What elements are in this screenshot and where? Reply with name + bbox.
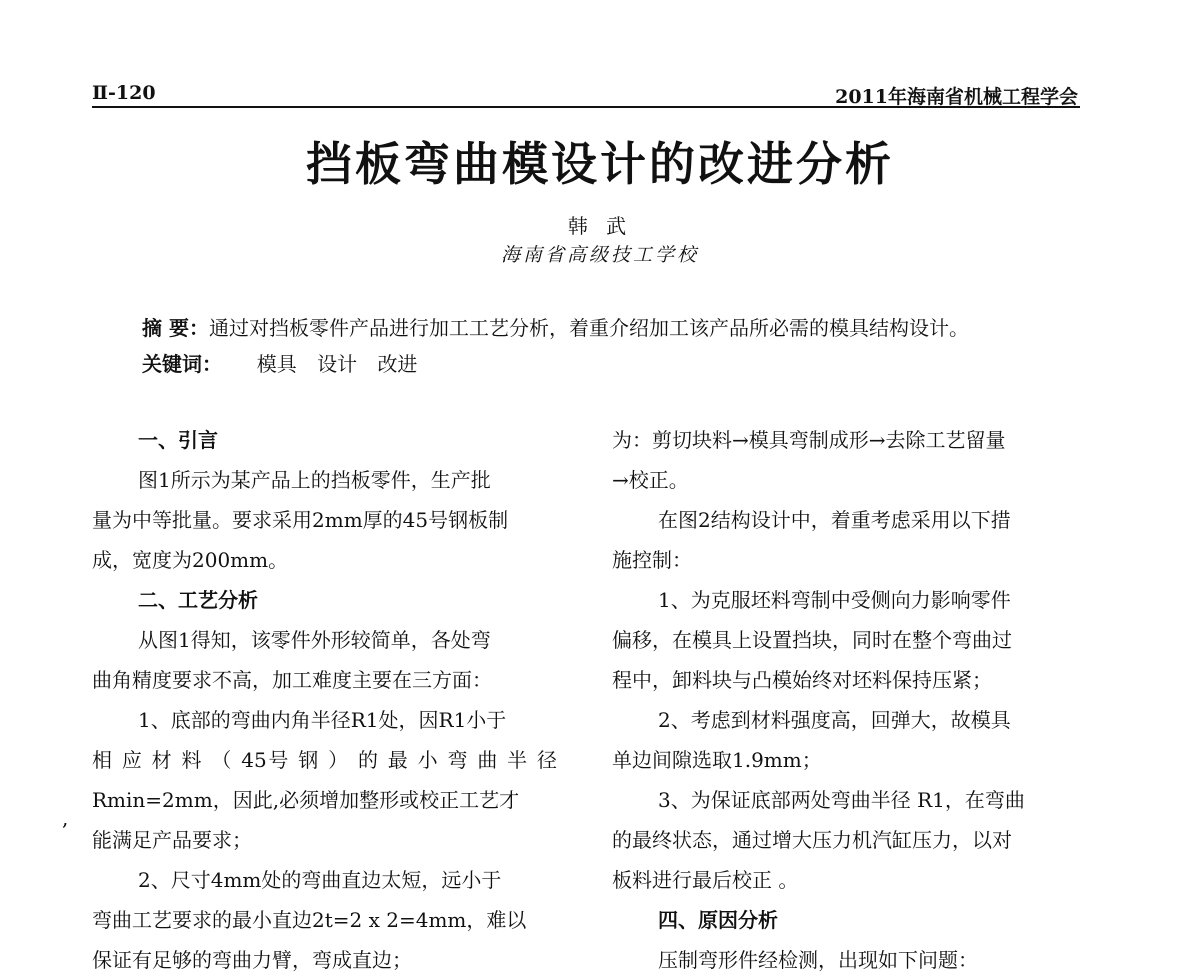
body-line: 保证有足够的弯曲力臂，弯成直边； bbox=[92, 948, 412, 972]
author-affiliation: 海南省高级技工学校 bbox=[500, 244, 699, 266]
body-line: 施控制： bbox=[612, 548, 692, 572]
body-line: Rmin=2mm，因此,必须增加整形或校正工艺才 bbox=[92, 788, 520, 812]
body-line: 单边间隙选取1.9mm； bbox=[612, 748, 822, 772]
abstract-label: 摘 要： bbox=[142, 316, 209, 340]
body-line: 曲角精度要求不高，加工难度主要在三方面： bbox=[92, 668, 492, 692]
body-line: 板料进行最后校正 。 bbox=[612, 868, 799, 892]
section-heading-cause-analysis: 四、原因分析 bbox=[658, 908, 778, 932]
body-line: →校正。 bbox=[612, 468, 689, 492]
body-line: 相 应 材 料 （ 45号 钢 ） 的 最 小 弯 曲 半 径 bbox=[92, 748, 557, 772]
right-column bbox=[612, 420, 1077, 980]
left-column bbox=[92, 420, 557, 980]
header-rule bbox=[92, 106, 1080, 108]
body-line: 能满足产品要求； bbox=[92, 828, 252, 852]
keywords bbox=[142, 348, 431, 377]
abstract-text: 通过对挡板零件产品进行加工工艺分析，着重介绍加工该产品所必需的模具结构设计。 bbox=[208, 316, 969, 340]
keyword: 模具 bbox=[256, 352, 297, 376]
stray-mark: , bbox=[62, 806, 69, 830]
body-line: 程中，卸料块与凸模始终对坯料保持压紧； bbox=[612, 668, 992, 692]
paper-title: 挡板弯曲模设计的改进分析 bbox=[306, 137, 894, 191]
keyword: 设计 bbox=[317, 352, 358, 376]
body-line: 图1所示为某产品上的挡板零件，生产批 bbox=[138, 468, 491, 492]
keyword: 改进 bbox=[377, 352, 418, 376]
abstract bbox=[142, 312, 969, 341]
body-line: 偏移，在模具上设置挡块，同时在整个弯曲过 bbox=[612, 628, 1012, 652]
body-line: 1、为克服坯料弯制中受侧向力影响零件 bbox=[658, 588, 1011, 612]
body-line: 量为中等批量。要求采用2mm厚的45号钢板制 bbox=[92, 508, 509, 532]
page-number: Ⅱ-120 bbox=[92, 82, 156, 104]
keywords-label: 关键词： bbox=[142, 352, 222, 376]
body-line: 在图2结构设计中，着重考虑采用以下措 bbox=[658, 508, 1011, 532]
body-line: 弯曲工艺要求的最小直边2t=2 x 2=4mm，难以 bbox=[92, 908, 527, 932]
section-heading-introduction: 一、引言 bbox=[138, 428, 218, 452]
journal-source: 2011年海南省机械工程学会 bbox=[835, 86, 1078, 108]
body-line: 压制弯形件经检测，出现如下问题： bbox=[658, 948, 978, 972]
section-heading-process-analysis: 二、工艺分析 bbox=[138, 588, 258, 612]
body-line: 为：剪切块料→模具弯制成形→去除工艺留量 bbox=[612, 428, 1006, 452]
body-line: 3、为保证底部两处弯曲半径 R1，在弯曲 bbox=[658, 788, 1025, 812]
body-line: 2、考虑到材料强度高，回弹大，故模具 bbox=[658, 708, 1011, 732]
author-name: 韩 武 bbox=[567, 214, 633, 238]
body-line: 1、底部的弯曲内角半径R1处，因R1小于 bbox=[138, 708, 507, 732]
body-line: 从图1得知，该零件外形较简单，各处弯 bbox=[138, 628, 491, 652]
body-line: 成，宽度为200mm。 bbox=[92, 548, 289, 572]
body-line: 的最终状态，通过增大压力机汽缸压力，以对 bbox=[612, 828, 1012, 852]
body-line: 2、尺寸4mm处的弯曲直边太短，远小于 bbox=[138, 868, 502, 892]
